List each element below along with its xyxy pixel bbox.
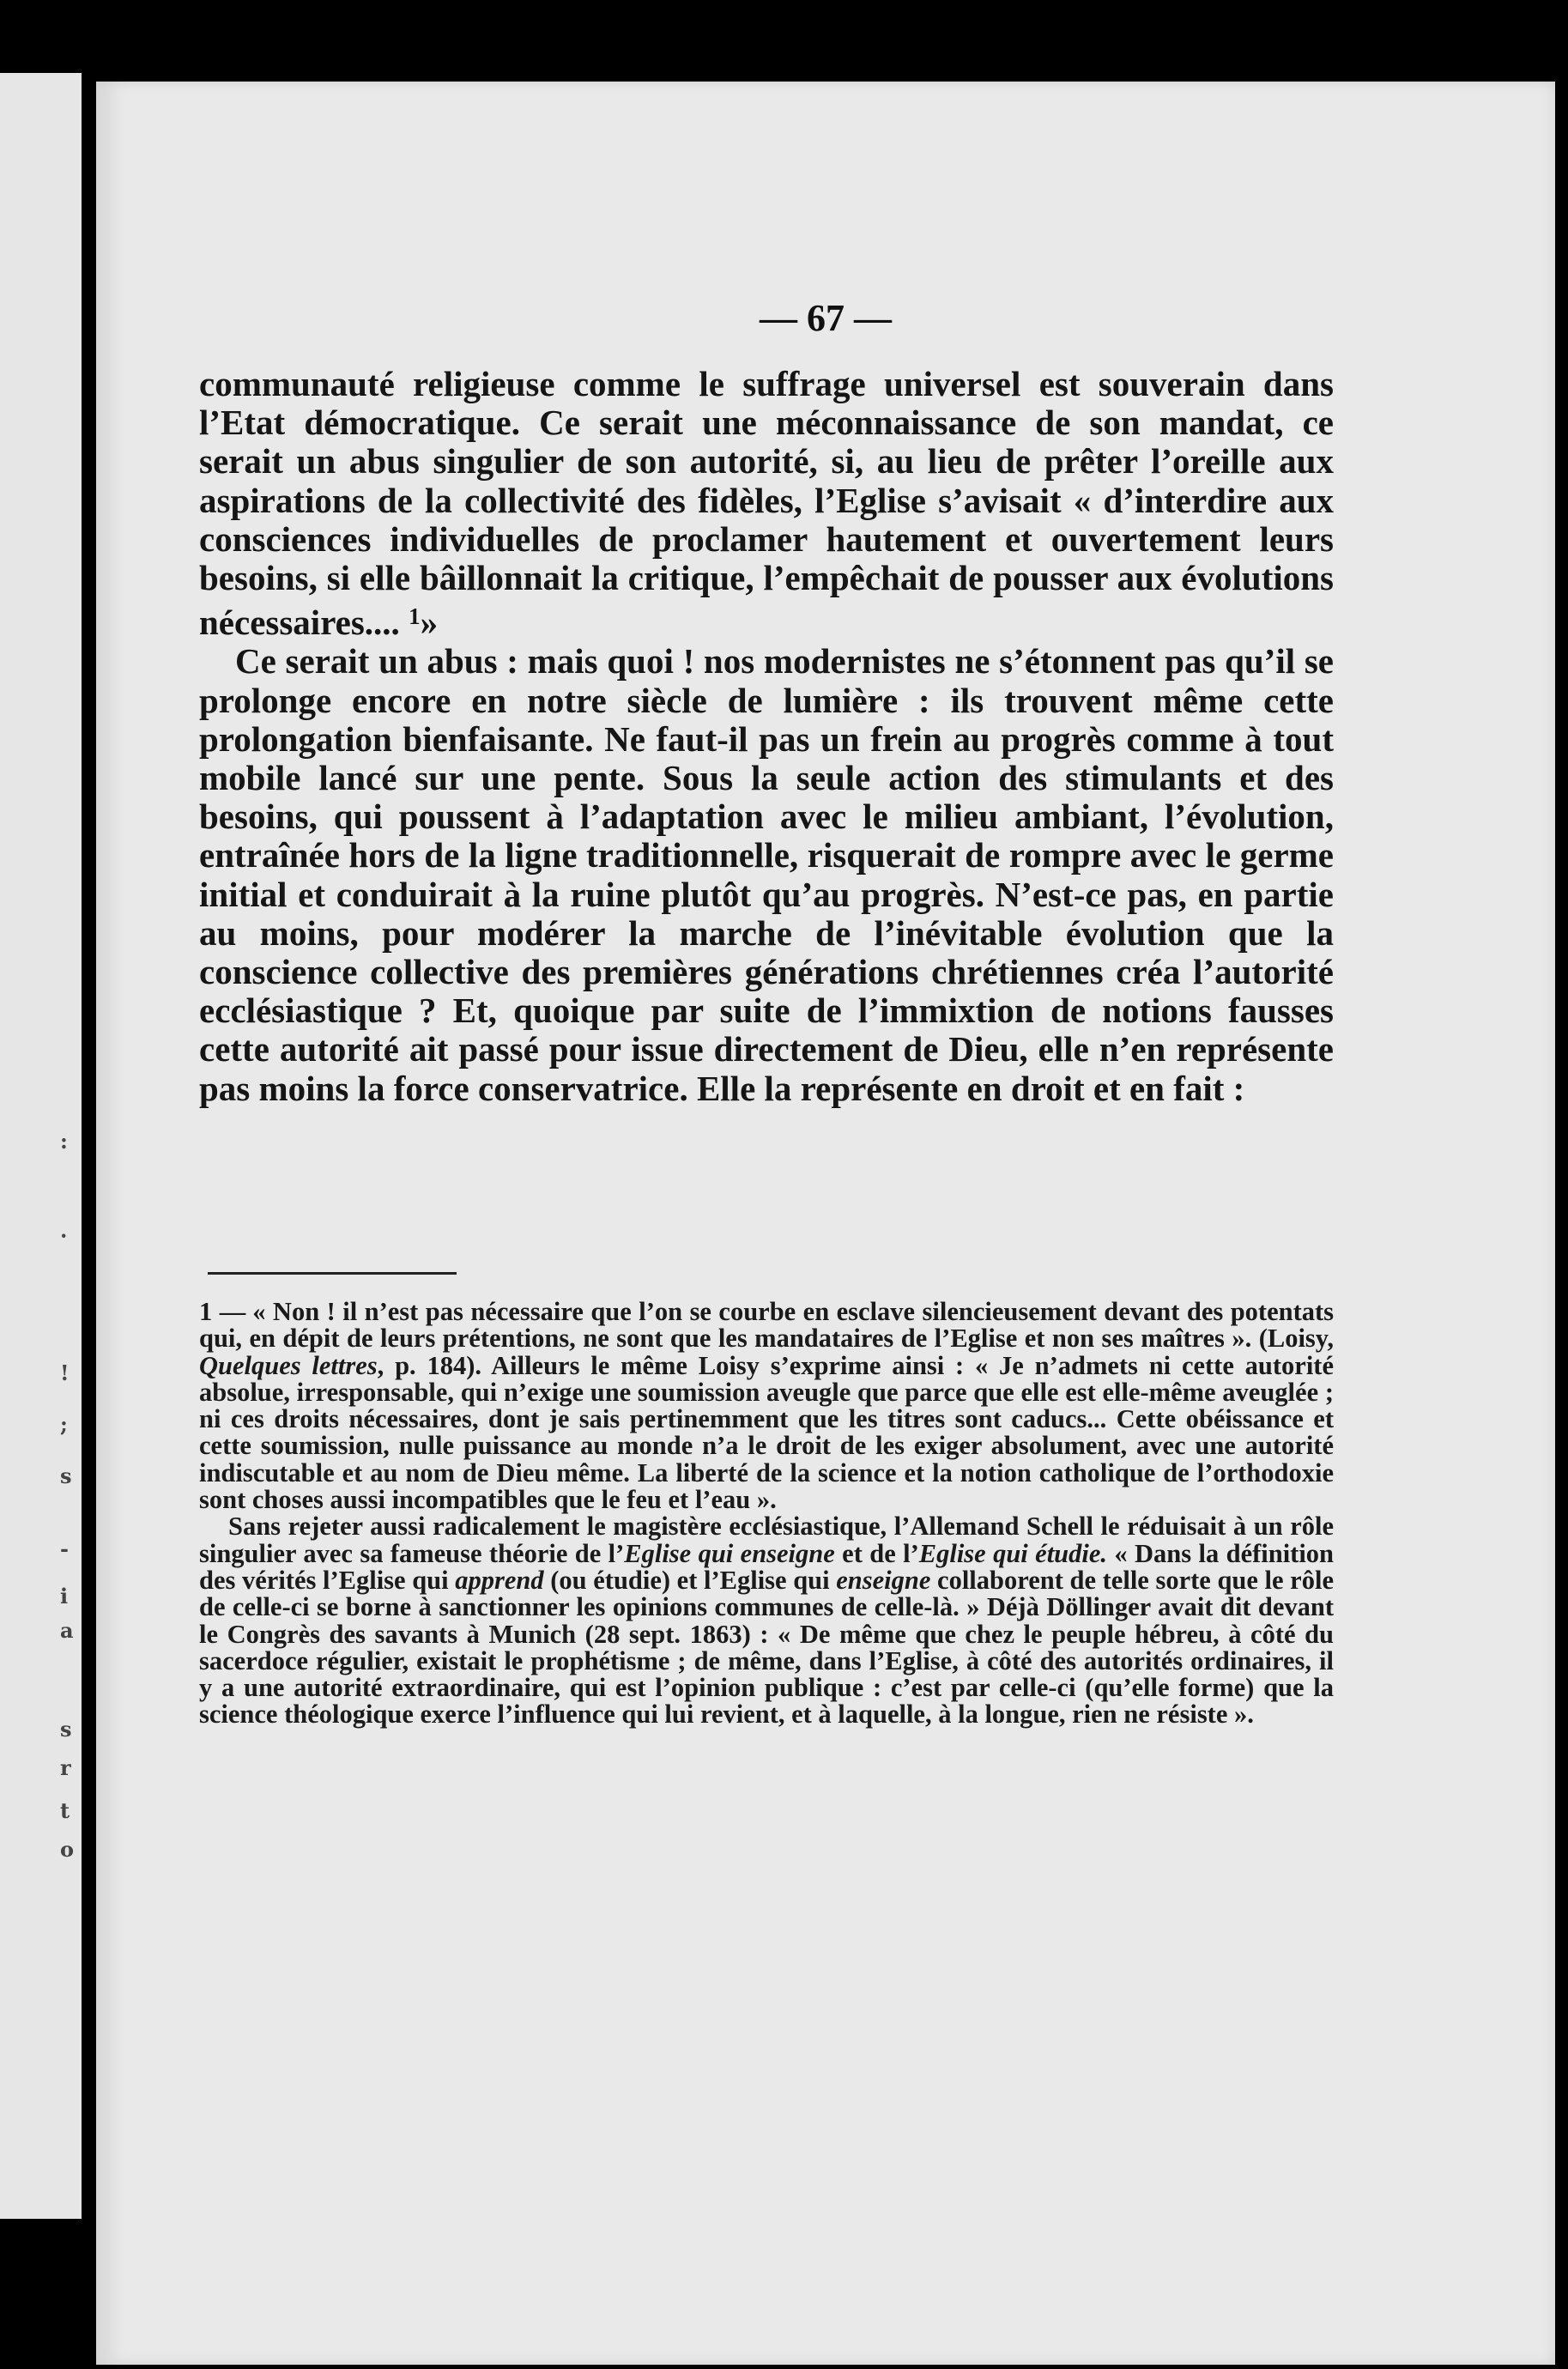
- book-page: [96, 82, 1555, 2365]
- footnote-text: « Non ! il n’est pas nécessaire que l’on se courbe en esclave silencieusement devant des potentats qui, en dépit de leurs prétentions, ne sont que les mandataires de l’Eglise et non ses maîtres ». (Loisy,: [199, 1297, 1335, 1354]
- footnote-text: (ou étudie) et l’Eglise qui: [543, 1565, 837, 1595]
- main-text: [199, 365, 1334, 1108]
- italic-term: enseigne: [836, 1565, 931, 1595]
- footnote-paragraph: [199, 1513, 1334, 1728]
- footnote-paragraph: [199, 1299, 1334, 1513]
- margin-mark: o: [60, 1837, 75, 1862]
- footnote-text: « Dans la définition des vérités l’Eglise qui: [199, 1538, 1335, 1595]
- footnote-text: collaborent de telle sorte que le rôle de celle-ci se borne à sanctionner les opinions communes de celle-là. » Déjà Döllinger avait dit devant le Congrès des savants à Munich (28 sept. 1863) : « De même que chez le peuple hébreu, à côté du sacerdoce régulier, existait le prophétisme ; de même, dans l’Eglise, à côté des autorités ordinaires, il y a une autorité extraordinaire, qui est l’opinion publique : c’est par celle-ci (qu’elle forme) que la science théologique exerce l’influence qui lui revient, et à laquelle, à la longue, rien ne résiste ».: [199, 1565, 1334, 1730]
- book-title: Quelques lettres: [199, 1350, 378, 1380]
- footnote-text: et de l’: [834, 1538, 919, 1568]
- margin-mark: i: [60, 1584, 69, 1609]
- margin-mark: s: [60, 1463, 72, 1488]
- margin-mark: ;: [60, 1412, 68, 1437]
- italic-term: apprend: [455, 1565, 544, 1595]
- footnote-text: Sans rejeter aussi radicalement le magistère ecclésiastique, l’Allemand Schell le réduisait à un rôle singulier avec sa fameuse théorie de l’: [199, 1512, 1334, 1568]
- footnotes: [199, 1299, 1334, 1729]
- italic-term: Eglise qui enseigne: [624, 1538, 835, 1568]
- paragraph-text: communauté religieuse comme le suffrage universel est souverain dans l’Etat démocratique. Ce serait une méconnaissance de son mandat, ce serait un abus singulier de son autorité, si, au lieu de prêter l’oreille aux aspirations de la collectivité des fidèles, l’Eglise s’avisait « d’interdire aux consciences individuelles de proclamer hautement et ouvertement leurs besoins, si elle bâillonnait la critique, l’empêchait de pousser aux évolutions nécessaires....: [199, 364, 1334, 643]
- page-number: — 67 —: [760, 297, 892, 339]
- margin-mark: !: [60, 1360, 70, 1385]
- closing-quote: »: [420, 603, 439, 643]
- margin-mark: a: [60, 1618, 74, 1643]
- footnote-number: 1 —: [199, 1297, 246, 1326]
- margin-mark: s: [60, 1717, 72, 1742]
- body-paragraph: Ce serait un abus : mais quoi ! nos modernistes ne s’étonnent pas qu’il se prolonge encore en notre siècle de lumière : ils trouvent même cette prolongation bienfaisante. Ne faut-il pas un frein au progrès comme à tout mobile lancé sur une pente. Sous la seule action des stimulants et des besoins, qui poussent à l’adaptation avec le milieu ambiant, l’évolution, entraînée hors de la ligne traditionnelle, risquerait de rompre avec le germe initial et conduirait à la ruine plutôt qu’au progrès. N’est-ce pas, en partie au moins, pour modérer la marche de l’inévitable évolution que la conscience collective des premières générations chrétiennes créa l’autorité ecclésiastique ? Et, quoique par suite de l’immixtion de notions fausses cette autorité ait passé pour issue directement de Dieu, elle n’en représente pas moins la force conservatrice. Elle la représente en droit et en fait :: [199, 641, 1334, 1108]
- footnote-separator: [208, 1272, 457, 1275]
- margin-mark: ·: [60, 1223, 68, 1248]
- italic-term: Eglise qui étudie.: [918, 1538, 1108, 1568]
- footnote-reference: 1: [409, 603, 421, 630]
- body-paragraph: [199, 365, 1334, 642]
- previous-page-text-fragments: [60, 73, 77, 2219]
- margin-mark: :: [60, 1129, 68, 1154]
- previous-page-edge: [0, 73, 82, 2219]
- margin-mark: t: [60, 1798, 70, 1823]
- margin-mark: -: [60, 1536, 69, 1561]
- margin-mark: r: [60, 1755, 71, 1780]
- footnote-text: , p. 184). Ailleurs le même Loisy s’exprime ainsi : « Je n’admets ni cette autorité absolue, irresponsable, qui n’exige une soumission aveugle que parce que elle est elle-même aveuglée ; ni ces droits nécessaires, dont je sais pertinemment que les titres sont caducs... Cette obéissance et cette soumission, nulle puissance au monde n’a le droit de les exiger absolument, avec une autorité indiscutable et au nom de Dieu même. La liberté de la science et la notion catholique de l’orthodoxie sont choses aussi incompatibles que le feu et l’eau ».: [199, 1350, 1334, 1515]
